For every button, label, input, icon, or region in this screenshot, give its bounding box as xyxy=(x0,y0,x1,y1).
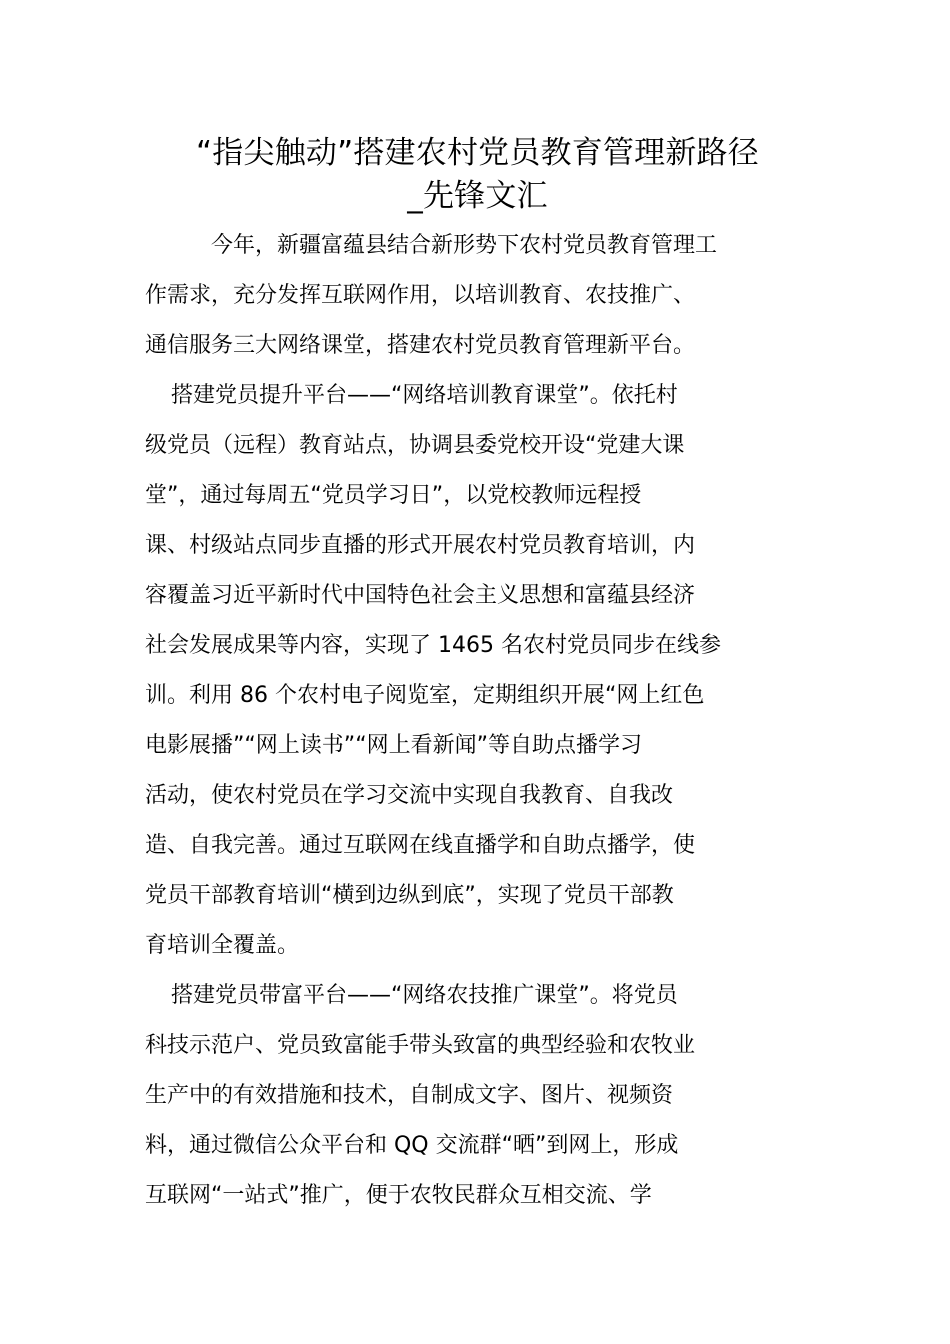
title-line-1: “指尖触动”搭建农村党员教育管理新路径 xyxy=(196,135,759,171)
text-line: 活动，使农村党员在学习交流中实现自我教育、自我改 xyxy=(145,783,674,808)
text-line: 通信服务三大网络课堂，搭建农村党员教育管理新平台。 xyxy=(145,333,696,358)
text-line: 搭建党员提升平台——“网络培训教育课堂”。依托村 xyxy=(171,383,678,408)
paragraph-agri-tech-classroom xyxy=(145,971,810,1221)
text-line: 育培训全覆盖。 xyxy=(145,933,300,958)
document-title xyxy=(145,132,810,218)
text-line: 搭建党员带富平台——“网络农技推广课堂”。将党员 xyxy=(171,983,678,1008)
text-line: 互联网“一站式”推广，便于农牧民群众互相交流、学 xyxy=(145,1183,652,1208)
text-line: 科技示范户、党员致富能手带头致富的典型经验和农牧业 xyxy=(145,1033,696,1058)
text-line: 料，通过微信公众平台和 QQ 交流群“晒”到网上，形成 xyxy=(145,1133,679,1158)
text-line: 级党员（远程）教育站点，协调县委党校开设“党建大课 xyxy=(145,433,685,458)
text-line: 训。利用 86 个农村电子阅览室，定期组织开展“网上红色 xyxy=(145,683,705,708)
text-line: 课、村级站点同步直播的形式开展农村党员教育培训，内 xyxy=(145,533,696,558)
title-line-2: _先锋文汇 xyxy=(407,178,548,214)
paragraph-training-classroom xyxy=(145,371,810,971)
text-line: 造、自我完善。通过互联网在线直播学和自助点播学，使 xyxy=(145,833,696,858)
document-page xyxy=(145,132,810,1221)
text-line: 电影展播”“网上读书”“网上看新闻”等自助点播学习 xyxy=(145,733,642,758)
text-line: 作需求，充分发挥互联网作用，以培训教育、农技推广、 xyxy=(145,283,696,308)
text-line: 容覆盖习近平新时代中国特色社会主义思想和富蕴县经济 xyxy=(145,583,696,608)
text-line: 今年，新疆富蕴县结合新形势下农村党员教育管理工 xyxy=(211,233,718,258)
text-line: 生产中的有效措施和技术，自制成文字、图片、视频资 xyxy=(145,1083,674,1108)
text-line: 堂”，通过每周五“党员学习日”，以党校教师远程授 xyxy=(145,483,642,508)
text-line: 党员干部教育培训“横到边纵到底”，实现了党员干部教 xyxy=(145,883,674,908)
text-line: 社会发展成果等内容，实现了 1465 名农村党员同步在线参 xyxy=(145,633,721,658)
paragraph-intro xyxy=(145,221,810,371)
